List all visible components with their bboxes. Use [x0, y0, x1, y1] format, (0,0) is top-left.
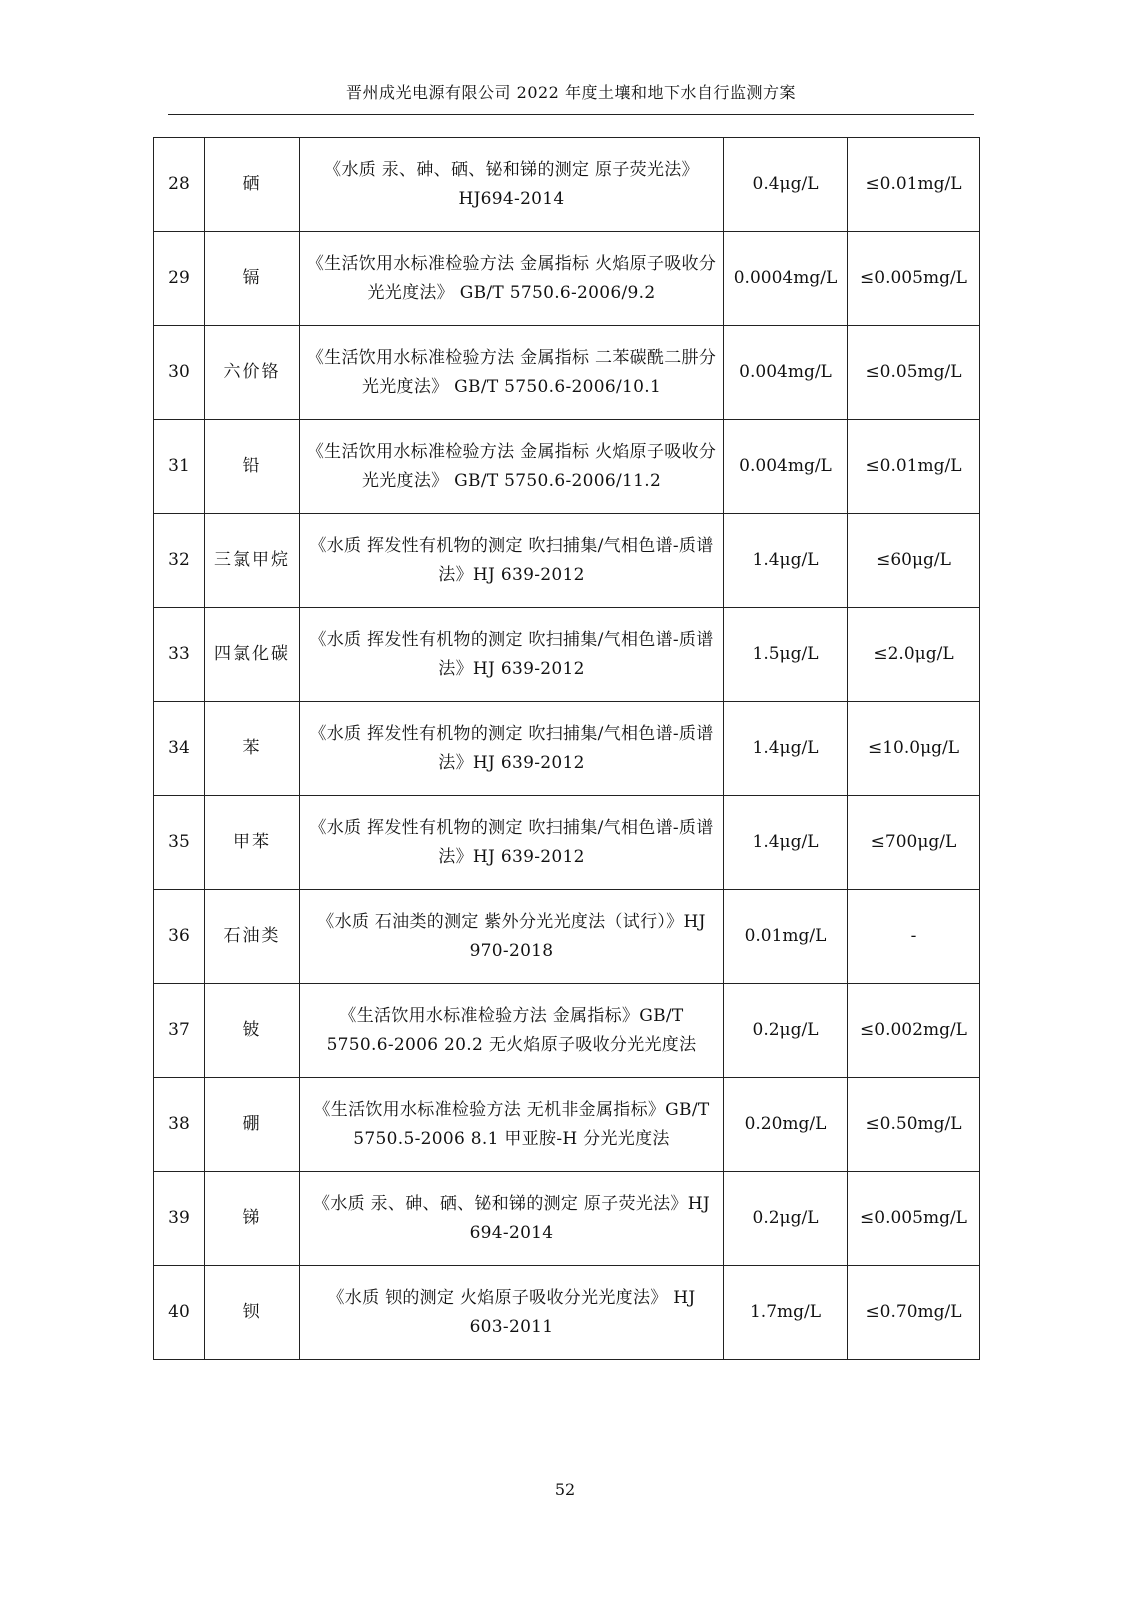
indicator-name: 甲苯	[205, 796, 300, 890]
indicator-name: 硒	[205, 138, 300, 232]
analysis-method: 《水质 汞、砷、硒、铋和锑的测定 原子荧光法》HJ694-2014	[300, 138, 724, 232]
indicator-name: 六价铬	[205, 326, 300, 420]
row-number: 39	[154, 1172, 205, 1266]
row-number: 35	[154, 796, 205, 890]
analysis-method: 《生活饮用水标准检验方法 金属指标 火焰原子吸收分光光度法》 GB/T 5750.6-2006/9.2	[300, 232, 724, 326]
detection-limit: 0.01mg/L	[724, 890, 848, 984]
row-number: 33	[154, 608, 205, 702]
row-number: 28	[154, 138, 205, 232]
standard-limit: ≤0.05mg/L	[848, 326, 980, 420]
detection-limit: 0.004mg/L	[724, 420, 848, 514]
detection-limit: 1.4μg/L	[724, 514, 848, 608]
table-row	[154, 608, 980, 702]
row-number: 29	[154, 232, 205, 326]
row-number: 34	[154, 702, 205, 796]
detection-limit: 1.5μg/L	[724, 608, 848, 702]
table-row	[154, 232, 980, 326]
table-row	[154, 420, 980, 514]
detection-limit: 0.0004mg/L	[724, 232, 848, 326]
table-row	[154, 984, 980, 1078]
table-row	[154, 890, 980, 984]
table-row	[154, 138, 980, 232]
analysis-method: 《水质 钡的测定 火焰原子吸收分光光度法》 HJ 603-2011	[300, 1266, 724, 1360]
row-number: 40	[154, 1266, 205, 1360]
standard-limit: ≤0.01mg/L	[848, 420, 980, 514]
standard-limit: ≤0.002mg/L	[848, 984, 980, 1078]
analysis-method: 《水质 挥发性有机物的测定 吹扫捕集/气相色谱-质谱法》HJ 639-2012	[300, 796, 724, 890]
detection-limit: 0.004mg/L	[724, 326, 848, 420]
indicator-name: 三氯甲烷	[205, 514, 300, 608]
row-number: 36	[154, 890, 205, 984]
standard-limit: ≤0.70mg/L	[848, 1266, 980, 1360]
detection-limit: 1.4μg/L	[724, 702, 848, 796]
indicator-name: 镉	[205, 232, 300, 326]
analysis-method: 《水质 挥发性有机物的测定 吹扫捕集/气相色谱-质谱法》HJ 639-2012	[300, 702, 724, 796]
detection-limit: 0.2μg/L	[724, 984, 848, 1078]
detection-limit: 0.20mg/L	[724, 1078, 848, 1172]
indicator-name: 苯	[205, 702, 300, 796]
analysis-method: 《生活饮用水标准检验方法 无机非金属指标》GB/T 5750.5-2006 8.1 甲亚胺-H 分光光度法	[300, 1078, 724, 1172]
standard-limit: ≤60μg/L	[848, 514, 980, 608]
page-header-title: 晋州成光电源有限公司 2022 年度土壤和地下水自行监测方案	[346, 83, 796, 102]
table-row	[154, 1078, 980, 1172]
indicator-name: 锑	[205, 1172, 300, 1266]
row-number: 32	[154, 514, 205, 608]
row-number: 31	[154, 420, 205, 514]
monitoring-method-table	[153, 137, 980, 1360]
detection-limit: 1.4μg/L	[724, 796, 848, 890]
analysis-method: 《水质 挥发性有机物的测定 吹扫捕集/气相色谱-质谱法》HJ 639-2012	[300, 608, 724, 702]
page-number: 52	[554, 1480, 576, 1499]
standard-limit: ≤10.0μg/L	[848, 702, 980, 796]
indicator-name: 石油类	[205, 890, 300, 984]
table-row	[154, 514, 980, 608]
standard-limit: ≤0.005mg/L	[848, 232, 980, 326]
header-divider	[168, 114, 974, 115]
detection-limit: 1.7mg/L	[724, 1266, 848, 1360]
standard-limit: -	[848, 890, 980, 984]
analysis-method: 《生活饮用水标准检验方法 金属指标》GB/T 5750.6-2006 20.2 无火焰原子吸收分光光度法	[300, 984, 724, 1078]
analysis-method: 《生活饮用水标准检验方法 金属指标 火焰原子吸收分光光度法》 GB/T 5750.6-2006/11.2	[300, 420, 724, 514]
indicator-name: 四氯化碳	[205, 608, 300, 702]
analysis-method: 《水质 石油类的测定 紫外分光光度法（试行）》HJ 970-2018	[300, 890, 724, 984]
table-row	[154, 702, 980, 796]
table-row	[154, 1266, 980, 1360]
analysis-method: 《水质 汞、砷、硒、铋和锑的测定 原子荧光法》HJ 694-2014	[300, 1172, 724, 1266]
row-number: 37	[154, 984, 205, 1078]
standard-limit: ≤0.005mg/L	[848, 1172, 980, 1266]
standard-limit: ≤0.01mg/L	[848, 138, 980, 232]
analysis-method: 《水质 挥发性有机物的测定 吹扫捕集/气相色谱-质谱法》HJ 639-2012	[300, 514, 724, 608]
indicator-name: 铅	[205, 420, 300, 514]
table-row	[154, 326, 980, 420]
indicator-name: 铍	[205, 984, 300, 1078]
indicator-name: 硼	[205, 1078, 300, 1172]
row-number: 38	[154, 1078, 205, 1172]
table-row	[154, 796, 980, 890]
table-row	[154, 1172, 980, 1266]
detection-limit: 0.2μg/L	[724, 1172, 848, 1266]
standard-limit: ≤2.0μg/L	[848, 608, 980, 702]
detection-limit: 0.4μg/L	[724, 138, 848, 232]
standard-limit: ≤0.50mg/L	[848, 1078, 980, 1172]
standard-limit: ≤700μg/L	[848, 796, 980, 890]
indicator-name: 钡	[205, 1266, 300, 1360]
analysis-method: 《生活饮用水标准检验方法 金属指标 二苯碳酰二肼分光光度法》 GB/T 5750.6-2006/10.1	[300, 326, 724, 420]
row-number: 30	[154, 326, 205, 420]
table-body	[154, 138, 980, 1360]
